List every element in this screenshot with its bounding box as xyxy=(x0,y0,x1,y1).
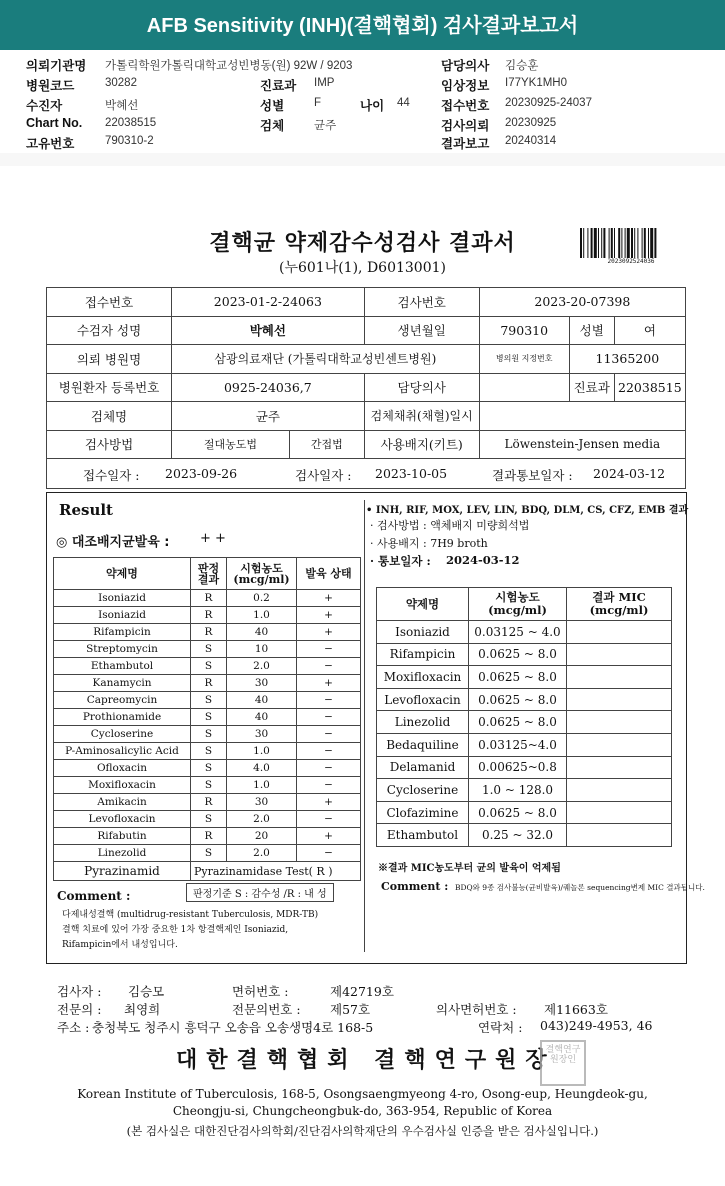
dt-header-drug: 약제명 xyxy=(54,558,191,590)
drug-name: Isoniazid xyxy=(54,590,191,607)
patient-info-panel xyxy=(0,50,725,153)
cell-collect-label: 검체채취(채혈)일시 xyxy=(364,402,479,431)
report-title: AFB Sensitivity (INH)(결핵협회) 검사결과보고서 xyxy=(146,15,579,37)
drug-row xyxy=(54,709,361,726)
mic-name: Bedaquiline xyxy=(377,733,469,756)
drug-row xyxy=(54,590,361,607)
criteria-box: 판정기준 S : 감수성 /R : 내 성 xyxy=(186,883,334,902)
drug-conc: 40 xyxy=(227,624,297,641)
cell-reg: 0925-24036,7 xyxy=(172,373,365,402)
value-hospital-code: 30282 xyxy=(105,77,137,89)
barcode-bar xyxy=(621,228,622,258)
value-sex: F xyxy=(314,97,322,109)
label-result-report: 결과보고 xyxy=(441,137,490,151)
drug-conc: 10 xyxy=(227,641,297,658)
mic-medium: · 사용배지 : 7H9 broth xyxy=(370,537,488,550)
mic-row xyxy=(377,711,672,734)
pza-name: Pyrazinamid xyxy=(54,862,191,881)
drug-row xyxy=(54,692,361,709)
mic-row xyxy=(377,824,672,847)
drug-name: Linezolid xyxy=(54,845,191,862)
cell-dob: 790310 xyxy=(479,316,569,345)
drug-growth: + xyxy=(297,590,361,607)
address-label: 주소 : xyxy=(57,1020,90,1035)
drug-growth: − xyxy=(297,641,361,658)
label-clinical-info: 임상정보 xyxy=(441,79,490,93)
result-label: Result xyxy=(59,501,113,519)
cell-test-no: 2023-20-07398 xyxy=(479,288,685,317)
drug-growth: − xyxy=(297,709,361,726)
drug-conc: 40 xyxy=(227,692,297,709)
drug-res: S xyxy=(191,641,227,658)
value-patient: 박혜선 xyxy=(105,100,139,112)
value-specimen: 균주 xyxy=(314,120,337,132)
label-department: 진료과 xyxy=(260,79,297,93)
result-divider xyxy=(364,500,365,952)
drug-conc: 2.0 xyxy=(227,658,297,675)
mic-mic xyxy=(567,824,672,847)
drug-row xyxy=(54,743,361,760)
drug-row xyxy=(54,607,361,624)
cell-hospital-label: 의뢰 병원명 xyxy=(47,345,172,374)
mic-note: ※결과 MIC농도부터 균의 발육이 억제됨 xyxy=(378,863,561,874)
mt-header-drug: 약제명 xyxy=(377,588,469,621)
drug-conc: 2.0 xyxy=(227,811,297,828)
drug-row xyxy=(54,641,361,658)
barcode-bar xyxy=(601,228,602,258)
drug-conc: 40 xyxy=(227,709,297,726)
drug-growth: − xyxy=(297,726,361,743)
mic-range: 0.0625 ~ 8.0 xyxy=(469,643,567,666)
drug-name: P-Aminosalicylic Acid xyxy=(54,743,191,760)
drug-conc: 1.0 xyxy=(227,743,297,760)
drug-conc: 30 xyxy=(227,726,297,743)
mic-name: Levofloxacin xyxy=(377,688,469,711)
drug-res: S xyxy=(191,811,227,828)
mic-name: Delamanid xyxy=(377,756,469,779)
mic-range: 0.0625 ~ 8.0 xyxy=(469,688,567,711)
barcode-bar xyxy=(580,228,582,258)
certification-note: (본 검사실은 대한진단검사의학회/진단검사의학재단의 우수검사실 인증을 받은 검사실입니다.) xyxy=(126,1124,599,1138)
cell-name-label: 수검자 성명 xyxy=(47,316,172,345)
comment-line-1: 다제내성결핵 (multidrug-resistant Tuberculosis, MDR-TB) xyxy=(62,910,319,920)
drug-conc: 1.0 xyxy=(227,777,297,794)
barcode-bar xyxy=(611,228,613,258)
mic-range: 0.0625 ~ 8.0 xyxy=(469,801,567,824)
barcode-bar xyxy=(625,228,626,258)
drug-name: Streptomycin xyxy=(54,641,191,658)
mic-comment: BDQ와 9종 검사불능(균비발육)/퀘놀론 sequencing변제 MIC 결과됩니다. xyxy=(455,883,705,892)
barcode-bar xyxy=(654,228,656,258)
cell-method-2: 간접법 xyxy=(290,430,365,459)
barcode-bar xyxy=(583,228,584,258)
drug-conc: 0.2 xyxy=(227,590,297,607)
cell-test-no-label: 검사번호 xyxy=(364,288,479,317)
label-sex: 성별 xyxy=(260,99,285,113)
mic-row xyxy=(377,733,672,756)
mic-row xyxy=(377,801,672,824)
cell-name: 박혜선 xyxy=(172,316,365,345)
value-requester: 가톨릭학원가톨릭대학교성빈병동(원) 92W / 9203 xyxy=(105,60,353,72)
mic-name: Ethambutol xyxy=(377,824,469,847)
drug-row xyxy=(54,828,361,845)
label-requester: 의뢰기관명 xyxy=(26,59,87,73)
cell-hospital: 삼광의료재단 (가톨릭대학교성빈센트병원) xyxy=(172,345,480,374)
comment-label-right: Comment : xyxy=(381,880,449,893)
document-title: 결핵균 약제감수성검사 결과서 xyxy=(209,230,516,256)
drug-res: S xyxy=(191,760,227,777)
mt-header-mic: 결과 MIC (mcg/ml) xyxy=(567,588,672,621)
barcode-bar xyxy=(618,228,620,258)
drug-row xyxy=(54,794,361,811)
mic-range: 1.0 ~ 128.0 xyxy=(469,779,567,802)
value-result-report: 20240314 xyxy=(505,135,557,147)
drug-name: Capreomycin xyxy=(54,692,191,709)
cell-sex-label: 성별 xyxy=(569,316,614,345)
drug-name: Levofloxacin xyxy=(54,811,191,828)
drug-growth: − xyxy=(297,811,361,828)
drug-name: Cycloserine xyxy=(54,726,191,743)
barcode-bar xyxy=(644,228,646,258)
drug-row xyxy=(54,777,361,794)
drug-growth: + xyxy=(297,624,361,641)
recv-date-label: 접수일자 : xyxy=(83,468,140,483)
label-chart-no: Chart No. xyxy=(26,116,83,130)
barcode xyxy=(580,228,682,258)
label-hospital-code: 병원코드 xyxy=(26,79,75,93)
barcode-bar xyxy=(648,228,649,258)
cell-method-label: 검사방법 xyxy=(47,430,172,459)
drug-name: Amikacin xyxy=(54,794,191,811)
drug-growth: − xyxy=(297,845,361,862)
mic-name: Cycloserine xyxy=(377,779,469,802)
barcode-bar xyxy=(614,228,615,258)
drug-name: Rifabutin xyxy=(54,828,191,845)
control-growth-value: + + xyxy=(200,531,226,546)
value-age: 44 xyxy=(397,97,410,109)
mic-mic xyxy=(567,733,672,756)
mic-range: 0.0625 ~ 8.0 xyxy=(469,666,567,689)
cell-specimen-label: 검체명 xyxy=(47,402,172,431)
drug-conc: 4.0 xyxy=(227,760,297,777)
value-doctor: 김승훈 xyxy=(505,60,539,72)
label-test-request: 검사의뢰 xyxy=(441,119,490,133)
drug-name: Rifampicin xyxy=(54,624,191,641)
drug-res: R xyxy=(191,607,227,624)
drug-conc: 30 xyxy=(227,675,297,692)
mic-mic xyxy=(567,756,672,779)
drug-row xyxy=(54,811,361,828)
value-reception-no: 20230925-24037 xyxy=(505,97,592,109)
mic-mic xyxy=(567,711,672,734)
mic-mic xyxy=(567,643,672,666)
label-doctor: 담당의사 xyxy=(441,59,490,73)
dt-header-conc: 시험농도 (mcg/ml) xyxy=(227,558,297,590)
drug-growth: − xyxy=(297,777,361,794)
mic-report-date: 2024-03-12 xyxy=(446,553,520,567)
cell-dept: 22038515 xyxy=(614,373,685,402)
barcode-bar xyxy=(594,228,597,258)
comment-label-left: Comment : xyxy=(57,889,131,903)
cell-hosp-code-label: 병의원 지정번호 xyxy=(479,345,569,374)
mic-row xyxy=(377,756,672,779)
drug-res: S xyxy=(191,658,227,675)
mic-range: 0.03125 ~ 4.0 xyxy=(469,621,567,644)
institute-address-en-1: Korean Institute of Tuberculosis, 168-5, Osongsaengmyeong 4-ro, Osong-eup, Heungdeok-gu, xyxy=(77,1087,648,1101)
cell-hosp-code: 11365200 xyxy=(569,345,685,374)
drug-growth: − xyxy=(297,658,361,675)
mic-drugs-line: • INH, RIF, MOX, LEV, LIN, BDQ, DLM, CS, CFZ, EMB 결과 xyxy=(366,505,689,516)
cell-method: 절대농도법 xyxy=(172,430,290,459)
mic-mic xyxy=(567,688,672,711)
drug-growth: + xyxy=(297,828,361,845)
mic-row xyxy=(377,666,672,689)
value-department: IMP xyxy=(314,77,335,89)
barcode-bar xyxy=(598,228,599,258)
barcode-bar xyxy=(634,228,635,258)
cell-specimen: 균주 xyxy=(172,402,365,431)
drug-row xyxy=(54,675,361,692)
barcode-bar xyxy=(650,228,653,258)
drug-row xyxy=(54,624,361,641)
barcode-bar xyxy=(631,228,633,258)
doc-license: 제11663호 xyxy=(544,1002,608,1017)
drug-res: S xyxy=(191,709,227,726)
value-test-request: 20230925 xyxy=(505,117,557,129)
mic-name: Moxifloxacin xyxy=(377,666,469,689)
barcode-bar xyxy=(591,228,593,258)
comment-line-3: Rifampicin에서 내성입니다. xyxy=(62,940,178,950)
report-title-bar xyxy=(0,0,725,50)
mic-mic xyxy=(567,666,672,689)
mt-header-conc: 시험농도 (mcg/ml) xyxy=(469,588,567,621)
mic-mic xyxy=(567,621,672,644)
cell-dob-label: 생년월일 xyxy=(364,316,479,345)
drug-name: Isoniazid xyxy=(54,607,191,624)
spec-no: 제57호 xyxy=(330,1002,371,1017)
institute-address-en-2: Cheongju-si, Chungcheongbuk-do, 363-954, Republic of Korea xyxy=(172,1104,553,1118)
mic-name: Rifampicin xyxy=(377,643,469,666)
drug-res: S xyxy=(191,743,227,760)
contact-label: 연락처 : xyxy=(478,1020,523,1035)
mic-range: 0.03125~4.0 xyxy=(469,733,567,756)
drug-name: Ofloxacin xyxy=(54,760,191,777)
mic-row xyxy=(377,688,672,711)
mic-method: · 검사방법 : 액체배지 미량희석법 xyxy=(370,519,530,532)
barcode-bar xyxy=(587,228,588,258)
cell-reception-no: 2023-01-2-24063 xyxy=(172,288,365,317)
specialist-label: 전문의 : xyxy=(57,1002,102,1017)
cell-doctor-label: 담당의사 xyxy=(364,373,479,402)
drug-name: Kanamycin xyxy=(54,675,191,692)
drug-name: Ethambutol xyxy=(54,658,191,675)
mic-range: 0.25 ~ 32.0 xyxy=(469,824,567,847)
barcode-bar xyxy=(627,228,630,258)
drug-row xyxy=(54,658,361,675)
cell-medium: Löwenstein-Jensen media xyxy=(479,430,685,459)
barcode-bar xyxy=(637,228,638,258)
mic-range: 0.0625 ~ 8.0 xyxy=(469,711,567,734)
test-info-table xyxy=(46,287,686,489)
dt-header-result: 판정 결과 xyxy=(191,558,227,590)
label-age: 나이 xyxy=(360,99,385,113)
drug-res: S xyxy=(191,777,227,794)
institute-name: 대한결핵협회 결핵연구원장 xyxy=(176,1047,556,1073)
doc-license-label: 의사면허번호 : xyxy=(436,1002,517,1017)
drug-res: R xyxy=(191,590,227,607)
tester: 김승모 xyxy=(128,984,165,999)
label-reception-no: 접수번호 xyxy=(441,99,490,113)
drug-conc: 1.0 xyxy=(227,607,297,624)
barcode-bar xyxy=(609,228,610,258)
dt-header-growth: 발육 상태 xyxy=(297,558,361,590)
drug-growth: + xyxy=(297,607,361,624)
drug-row xyxy=(54,726,361,743)
cell-medium-label: 사용배지(키트) xyxy=(364,430,479,459)
drug-res: R xyxy=(191,624,227,641)
test-date: 2023-10-05 xyxy=(375,466,448,481)
drug-res: S xyxy=(191,726,227,743)
drug-row xyxy=(54,845,361,862)
official-seal: 결핵연구원장인 xyxy=(540,1040,586,1086)
mic-name: Isoniazid xyxy=(377,621,469,644)
drug-conc: 20 xyxy=(227,828,297,845)
barcode-bar xyxy=(642,228,643,258)
mic-name: Linezolid xyxy=(377,711,469,734)
mic-report-label: · 통보일자 : xyxy=(370,554,431,568)
value-unique-no: 790310-2 xyxy=(105,135,154,147)
mic-row xyxy=(377,779,672,802)
drug-res: S xyxy=(191,845,227,862)
cell-reg-label: 병원환자 등록번호 xyxy=(47,373,172,402)
drug-res: R xyxy=(191,828,227,845)
comment-line-2: 결핵 치료에 있어 가장 중요한 1차 항결핵제인 Isoniazid, xyxy=(62,925,289,935)
drug-conc: 2.0 xyxy=(227,845,297,862)
specialist: 최영희 xyxy=(124,1002,161,1017)
drug-growth: + xyxy=(297,675,361,692)
drug-growth: − xyxy=(297,760,361,777)
drug-row xyxy=(54,760,361,777)
cell-dept-label: 진료과 xyxy=(569,373,614,402)
contact: 043)249-4953, 46 xyxy=(540,1018,653,1033)
license: 제42719호 xyxy=(330,984,394,999)
mic-row xyxy=(377,621,672,644)
tester-label: 검사자 : xyxy=(57,984,102,999)
drug-name: Prothionamide xyxy=(54,709,191,726)
drug-res: S xyxy=(191,692,227,709)
mic-name: Clofazimine xyxy=(377,801,469,824)
drug-growth: − xyxy=(297,692,361,709)
drug-growth: − xyxy=(297,743,361,760)
report-date-label: 결과통보일자 : xyxy=(492,468,573,483)
cell-collect xyxy=(479,402,685,431)
license-label: 면허번호 : xyxy=(232,984,289,999)
address: 충청북도 청주시 흥덕구 오송읍 오송생명4로 168-5 xyxy=(92,1020,374,1035)
value-clinical-info: I77YK1MH0 xyxy=(505,77,568,89)
mic-mic xyxy=(567,779,672,802)
barcode-number: 2023092524036 xyxy=(607,258,655,265)
label-patient: 수진자 xyxy=(26,99,63,113)
mic-table xyxy=(376,587,672,847)
spec-no-label: 전문의번호 : xyxy=(232,1002,301,1017)
control-growth-label: ◎ 대조배지균발육 : xyxy=(56,535,170,550)
cell-sex: 여 xyxy=(614,316,685,345)
drug-res: R xyxy=(191,675,227,692)
drug-conc: 30 xyxy=(227,794,297,811)
cell-doctor xyxy=(479,373,569,402)
pza-test: Pyrazinamidase Test( R ) xyxy=(191,862,361,881)
drug-susceptibility-table xyxy=(53,557,361,881)
drug-res: R xyxy=(191,794,227,811)
drug-growth: + xyxy=(297,794,361,811)
drug-name: Moxifloxacin xyxy=(54,777,191,794)
barcode-bar xyxy=(603,228,605,258)
recv-date: 2023-09-26 xyxy=(165,466,238,481)
document-subtitle: (누601나(1), D6013001) xyxy=(278,260,446,276)
label-unique-no: 고유번호 xyxy=(26,137,75,151)
label-specimen: 검체 xyxy=(260,119,285,133)
test-date-label: 검사일자 : xyxy=(295,468,352,483)
mic-range: 0.00625~0.8 xyxy=(469,756,567,779)
mic-row xyxy=(377,643,672,666)
dates-row xyxy=(47,459,686,489)
mic-mic xyxy=(567,801,672,824)
cell-reception-label: 접수번호 xyxy=(47,288,172,317)
report-date: 2024-03-12 xyxy=(593,466,666,481)
value-chart-no: 22038515 xyxy=(105,117,157,129)
